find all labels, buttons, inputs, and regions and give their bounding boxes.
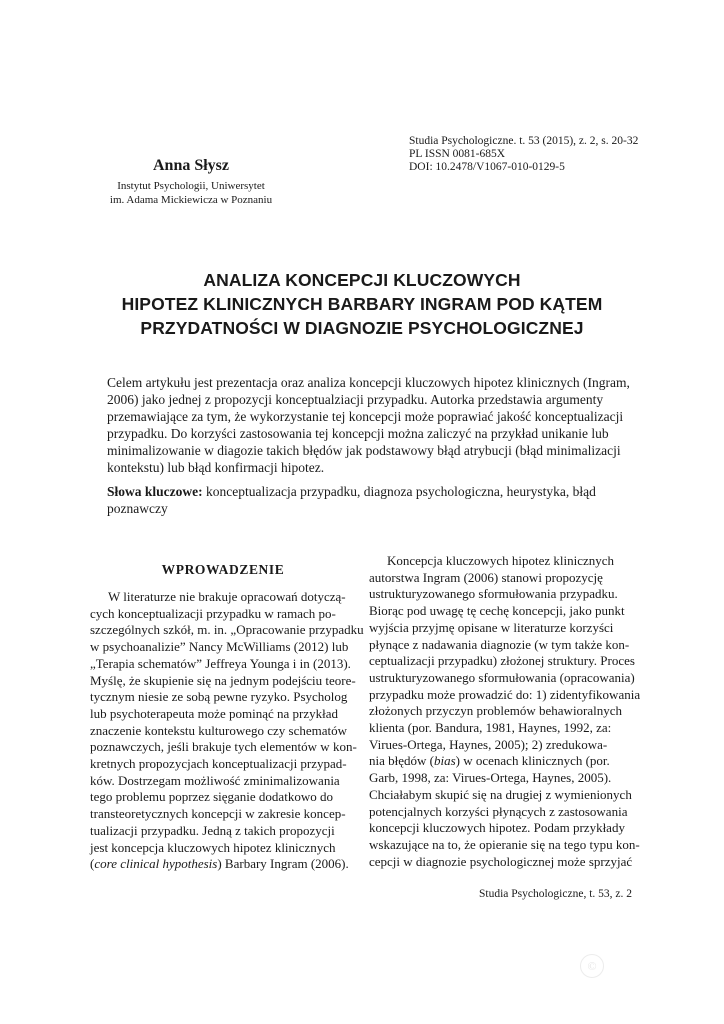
paragraph-line: klienta (por. Bandura, 1981, Haynes, 1992, za:	[369, 720, 612, 736]
article-title-line-3: PRZYDATNOŚCI W DIAGNOZIE PSYCHOLOGICZNEJ	[140, 318, 584, 338]
paragraph-line: cepcji w diagnozie psychologicznej może sprzyjać	[369, 853, 633, 869]
article-title-line-2: HIPOTEZ KLINICZNYCH BARBARY INGRAM POD KĄTEM	[121, 294, 603, 314]
keywords	[107, 483, 596, 517]
paragraph-line: wskazujące na to, że opieranie się na tego typu kon-	[369, 836, 640, 852]
abstract-line: 2006) jako jednej z propozycji konceptualziacji przypadku. Autorka przedstawia argumenty	[107, 392, 604, 407]
paragraph-line: płynące z nadawania diagnozie (w tym także kon-	[369, 636, 630, 652]
abstract-line: przypadku. Do korzyści zastosowania tej koncepcji można zaliczyć na przykład unikanie lub	[107, 426, 609, 441]
keywords-label: Słowa kluczowe:	[107, 484, 203, 499]
paragraph-line: wyjścia przyjmę opisane w literaturze korzyści	[369, 619, 614, 635]
abstract-line: kontekstu) lub błąd konfirmacji hipotez.	[107, 460, 325, 475]
journal-citation: Studia Psychologiczne. t. 53 (2015), z. 2, s. 20-32	[409, 135, 639, 147]
abstract	[107, 374, 630, 476]
paragraph-line: (core clinical hypothesis) Barbary Ingram (2006).	[90, 856, 349, 872]
paragraph-line: znaczenie kontekstu kulturowego czy schematów	[90, 722, 348, 738]
paragraph-line: przypadku może prowadzić do: 1) zidentyfikowania	[369, 686, 641, 702]
paragraph-line: Virues-Ortega, Haynes, 2005); 2) zredukowa-	[369, 736, 608, 752]
author-name: Anna Słysz	[152, 157, 230, 174]
author-affiliation-line-2: im. Adama Mickiewicza w Poznaniu	[109, 194, 273, 206]
paragraph-line: cych konceptualizacji przypadku w ramach po-	[90, 605, 336, 621]
left-column	[90, 589, 364, 873]
paragraph-line: tualizacji przypadku. Jedną z takich propozycji	[90, 822, 335, 838]
italic-term: bias	[433, 753, 456, 769]
keywords-text-continued: poznawczy	[107, 501, 168, 516]
paragraph-line: ustrukturyzowanego sformułowania przypadku.	[369, 586, 618, 602]
journal-doi: DOI: 10.2478/V1067-010-0129-5	[409, 161, 565, 173]
paragraph-line: koncepcji kluczowych hipotez. Podam przykłady	[369, 820, 625, 836]
italic-term: core clinical hypothesis	[94, 856, 218, 872]
paragraph-line: szczególnych szkół, m. in. „Opracowanie przypadku	[90, 622, 364, 638]
keywords-text: konceptualizacja przypadku, diagnoza psychologiczna, heurystyka, błąd	[202, 484, 596, 499]
paragraph-line: Koncepcja kluczowych hipotez klinicznych	[387, 553, 615, 568]
paragraph-line: ceptualizacji przypadku) złożonej struktury. Proces	[369, 653, 635, 669]
paragraph-line: Myślę, że skupienie się na jednym podejściu teore-	[90, 672, 356, 688]
right-column	[369, 553, 640, 870]
paragraph-line: Biorąc pod uwagę tę cechę koncepcji, jako punkt	[369, 603, 625, 619]
paragraph-line: lub psychoterapeuta może pominąć na przykład	[90, 705, 338, 721]
paragraph-line: tycznym niesie ze sobą pewne ryzyko. Psycholog	[90, 689, 348, 705]
paragraph-line: jest koncepcja kluczowych hipotez klinicznych	[90, 839, 336, 855]
paragraph-line: autorstwa Ingram (2006) stanowi propozycję	[369, 569, 603, 585]
watermark-icon: ©	[580, 954, 604, 978]
paragraph-line: transteoretycznych koncepcji w zakresie koncep-	[90, 806, 346, 822]
paragraph-line: w psychoanalizie” Nancy McWilliams (2012) lub	[90, 639, 349, 655]
paragraph-line: kretnych propozycjach konceptualizacji przypad-	[90, 756, 347, 772]
abstract-line: minimalizowanie w diagozie takich błędów jak podstawowy błąd atrybucji (błąd minimalizacji	[107, 443, 621, 458]
author-affiliation-line-1: Instytut Psychologii, Uniwersytet	[117, 180, 265, 192]
page-footer: Studia Psychologiczne, t. 53, z. 2	[479, 888, 632, 900]
journal-issn: PL ISSN 0081-685X	[409, 148, 506, 160]
article-title-line-1: ANALIZA KONCEPCJI KLUCZOWYCH	[203, 270, 521, 290]
paragraph-line: ustrukturyzowanego sformułowania (opracowania)	[369, 669, 635, 685]
paragraph-line: Chciałabym skupić się na drugiej z wymienionych	[369, 786, 632, 802]
paragraph-line: potencjalnych korzyści płynących z zastosowania	[369, 803, 628, 819]
paragraph-line: „Terapia schematów” Jeffreya Younga i in (2013).	[90, 655, 351, 671]
section-heading: WPROWADZENIE	[161, 562, 285, 577]
paragraph-line: nia błędów (bias) w ocenach klinicznych (por.	[369, 753, 610, 769]
paragraph-line: tego problemu poprzez sięganie dodatkowo do	[90, 789, 333, 805]
abstract-line: Celem artykułu jest prezentacja oraz analiza koncepcji kluczowych hipotez klinicznych (Ingram,	[107, 375, 630, 390]
paragraph-line: złożonych przyczyn problemów behawioralnych	[369, 703, 623, 719]
paragraph-line: W literaturze nie brakuje opracowań dotyczą-	[108, 589, 346, 604]
paragraph-line: ków. Dostrzegam możliwość zminimalizowania	[90, 772, 340, 788]
paragraph-line: Garb, 1998, za: Virues-Ortega, Haynes, 2005).	[369, 770, 612, 786]
abstract-line: przemawiające za tym, że wykorzystanie tej koncepcji może poprawiać jakość konceptualizacji	[107, 409, 624, 424]
paragraph-line: poznawczych, jeśli brakuje tych elementów w kon-	[90, 739, 357, 755]
